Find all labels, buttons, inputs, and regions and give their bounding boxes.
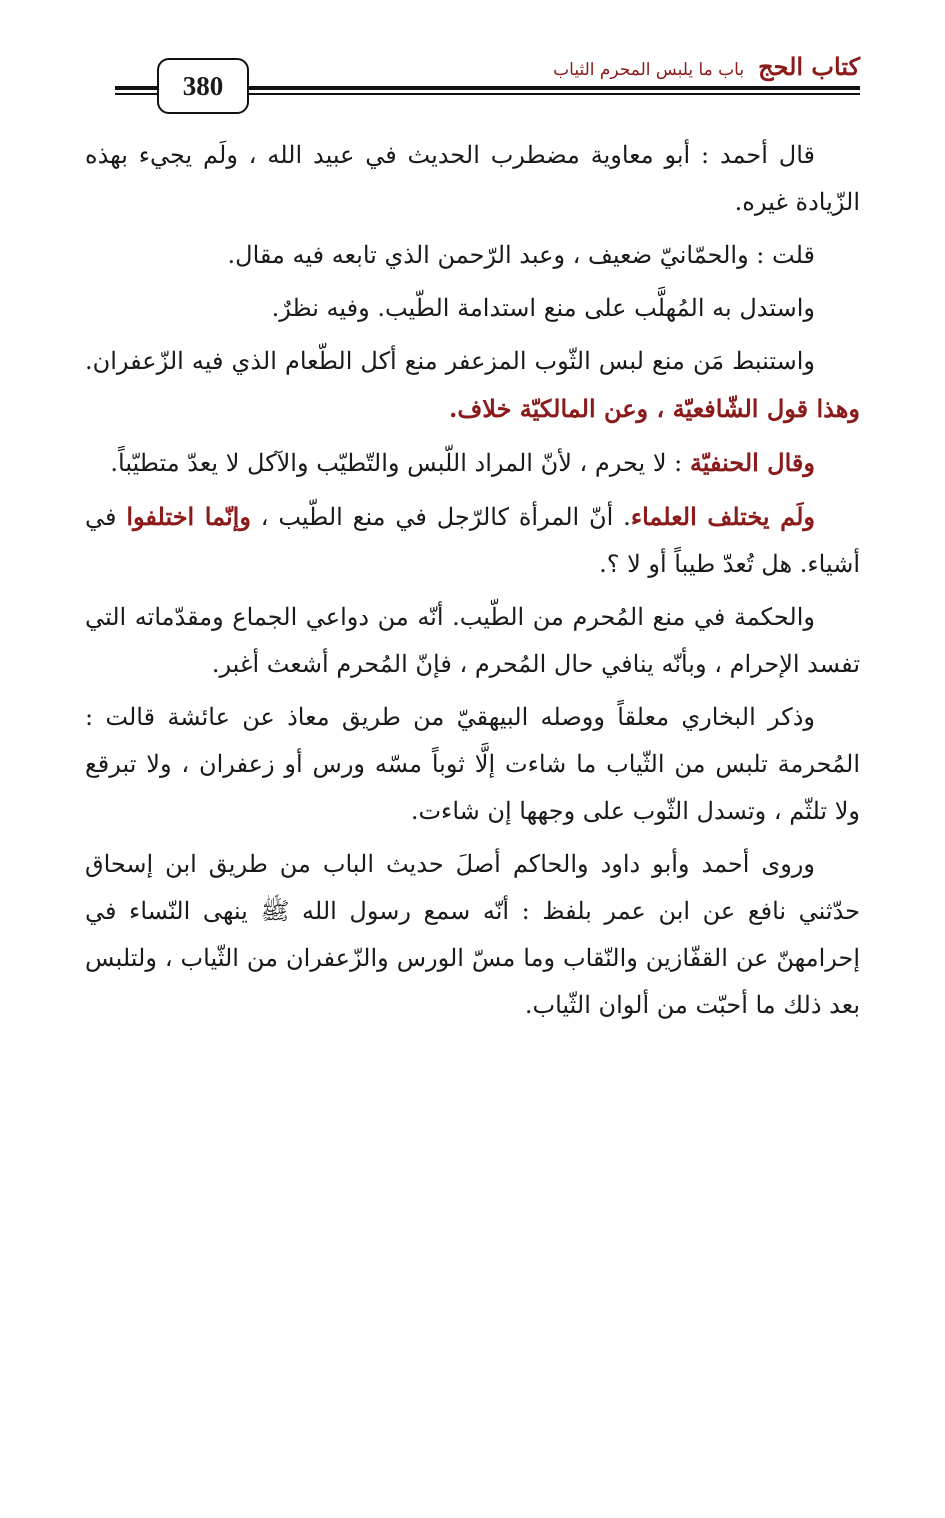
body-text: واستدل به المُهلَّب على منع استدامة الطّيب. وفيه نظرٌ. xyxy=(271,294,815,322)
body-text: . أنّ المرأة كالرّجل في منع الطّيب ، xyxy=(250,503,631,531)
body-text: في أشياء. هل تُعدّ طيباً أو لا ؟. xyxy=(85,503,860,578)
chapter-title: باب ما يلبس المحرم الثياب xyxy=(553,60,745,80)
highlighted-text: ولَم يختلف العلماء xyxy=(630,502,816,531)
highlighted-text: وهذا قول الشّافعيّة ، وعن المالكيّة خلاف. xyxy=(449,394,860,423)
paragraph xyxy=(85,232,860,279)
paragraph xyxy=(85,493,860,588)
body-text: قال أحمد : أبو معاوية مضطرب الحديث في عبيد الله ، ولَم يجيء بهذه الزّيادة غيره. xyxy=(85,141,860,216)
paragraph xyxy=(85,338,860,433)
page-header xyxy=(115,52,860,112)
body-text: وذكر البخاري معلقاً ووصله البيهقيّ من طريق معاذ عن عائشة قالت : المُحرمة تلبس من الثّياب ما شاءت إلَّا ثوباً مسّه ورس أو زعفران ، ولا تبرقع ولا تلثّم ، وتسدل الثّوب على وجهها إن شاءت. xyxy=(85,703,860,825)
text-body xyxy=(85,132,860,1035)
book-title: كتاب الحج xyxy=(758,52,860,81)
body-text: قلت : والحمّانيّ ضعيف ، وعبد الرّحمن الذي تابعه فيه مقال. xyxy=(227,241,815,269)
highlighted-text: وإنّما اختلفوا xyxy=(126,502,251,531)
paragraph xyxy=(85,594,860,688)
paragraph xyxy=(85,694,860,835)
paragraph xyxy=(85,132,860,226)
paragraph xyxy=(85,841,860,1029)
highlighted-text: وقال الحنفيّة xyxy=(689,448,815,477)
body-text: وروى أحمد وأبو داود والحاكم أصلَ حديث الباب من طريق ابن إسحاق حدّثني نافع عن ابن عمر بلفظ : أنّه سمع رسول الله ﷺ ينهى النّساء في إحرامهنّ عن القفّازين والنّقاب وما مسّ الورس والزّعفران من الثّياب ، ولتلبس بعد ذلك ما أحبّت من ألوان الثّياب. xyxy=(85,850,860,1019)
paragraph xyxy=(85,285,860,332)
body-text: : لا يحرم ، لأنّ المراد اللّبس والتّطيّب والآكل لا يعدّ متطيّباً. xyxy=(110,449,690,477)
page-number: 380 xyxy=(157,58,249,114)
paragraph xyxy=(85,439,860,487)
body-text: واستنبط مَن منع لبس الثّوب المزعفر منع أكل الطّعام الذي فيه الزّعفران. xyxy=(85,347,815,375)
running-head xyxy=(553,52,860,82)
body-text: والحكمة في منع المُحرم من الطّيب. أنّه من دواعي الجماع ومقدّماته التي تفسد الإحرام ، وبأنّه ينافي حال المُحرم ، فإنّ المُحرم أشعث أغبر. xyxy=(85,603,860,678)
